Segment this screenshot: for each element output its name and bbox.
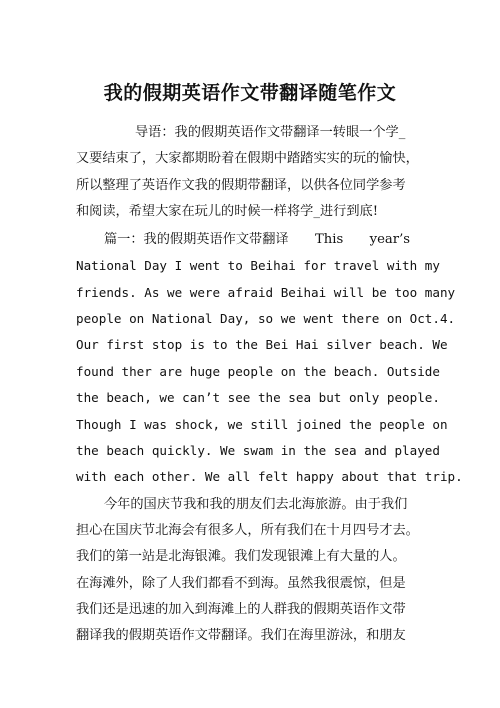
translation-line: 我们还是迅速的加入到海滩上的人群我的假期英语作文带: [76, 602, 406, 617]
essay-line: with each other. We all felt happy about that trip.: [76, 469, 463, 484]
intro-line: 导语：我的假期英语作文带翻译一转眼一个学_: [135, 125, 406, 140]
intro-line: 所以整理了英语作文我的假期带翻译，以供各位同学参考: [76, 178, 406, 193]
essay-line: National Day I went to Beihai for travel with my: [76, 258, 440, 273]
translation-line: 我们的第一站是北海银滩。我们发现银滩上有大量的人。: [76, 549, 406, 564]
translation-line: 翻译我的假期英语作文带翻译。我们在海里游泳，和朋友: [76, 628, 406, 643]
essay-line: people on National Day, so we went there on Oct.4.: [76, 311, 456, 326]
translation-line: 今年的国庆节我和我的朋友们去北海旅游。由于我们: [104, 497, 408, 512]
essay-line: the beach, we can’t see the sea but only people.: [76, 390, 440, 405]
essay-line: the beach quickly. We swam in the sea and played: [76, 443, 440, 458]
essay-line: found ther are huge people on the beach. Outside: [76, 364, 440, 379]
translation-line: 担心在国庆节北海会有很多人，所有我们在十月四号才去。: [76, 523, 419, 538]
essay-line: friends. As we were afraid Beihai will be too many: [76, 285, 456, 300]
essay-line: Though I was shock, we still joined the people on: [76, 417, 448, 432]
document-title: 我的假期英语作文带翻译随笔作文: [103, 82, 397, 104]
essay-heading-line: 篇一：我的假期英语作文带翻译 This year’s: [104, 232, 411, 247]
intro-line: 又要结束了，大家都期盼着在假期中踏踏实实的玩的愉快，: [76, 151, 419, 166]
essay-line: Our first stop is to the Bei Hai silver beach. We: [76, 337, 448, 352]
intro-line: 和阅读，希望大家在玩儿的时候一样将学_进行到底!: [76, 204, 379, 219]
translation-line: 在海滩外，除了人我们都看不到海。虽然我很震惊，但是: [76, 576, 406, 591]
